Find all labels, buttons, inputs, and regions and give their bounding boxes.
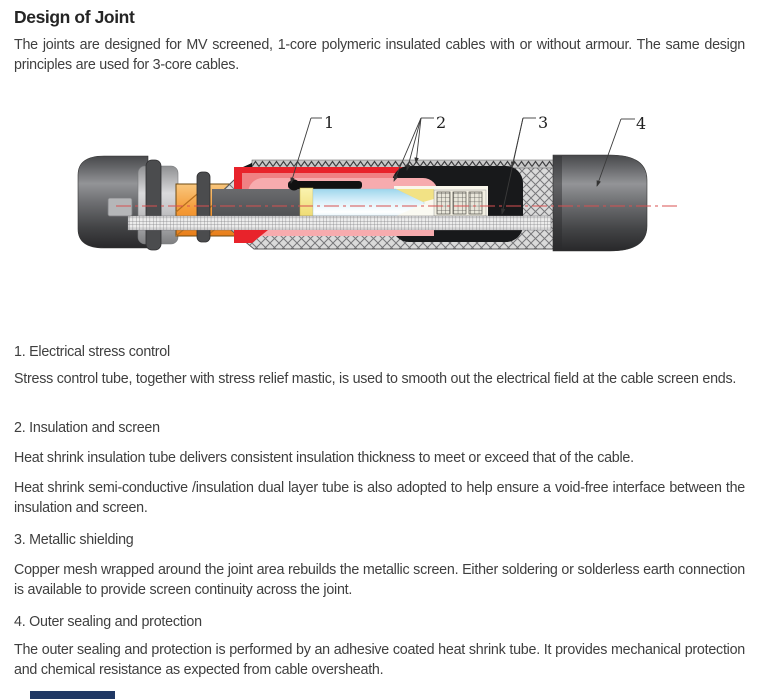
- section-1-paragraph: Stress control tube, together with stress relief mastic, is used to smooth out the electrical field at the cable screen ends.: [14, 371, 737, 387]
- earth-stud: [108, 198, 132, 216]
- section-4-paragraph: The outer sealing and protection is performed by an adhesive coated heat shrink tube. It provides mechanical protection and chemical resistance as expected from cable oversheath.: [14, 642, 745, 678]
- callout-4-label: 4: [636, 114, 647, 133]
- cable-joint-diagram: [0, 0, 757, 300]
- section-2-paragraph-1: Heat shrink insulation tube delivers consistent insulation thickness to meet or exceed that of the cable.: [14, 450, 634, 466]
- crimp-connector: [434, 190, 486, 216]
- section-3-paragraph: Copper mesh wrapped around the joint area rebuilds the metallic screen. Either soldering or solderless earth connection is available to provide screen continuity across the joint.: [14, 562, 745, 598]
- callout-1-label: 1: [324, 113, 335, 132]
- insulation-pink-bottom: [246, 230, 434, 236]
- clamp-ring-a: [146, 160, 161, 250]
- section-2-paragraph-2: Heat shrink semi-conductive /insulation dual layer tube is also adopted to help ensure a void-free interface between the insulation and screen.: [14, 480, 745, 516]
- cable-right: [553, 155, 647, 251]
- section-4-heading: 4. Outer sealing and protection: [14, 614, 202, 630]
- clamp-ring-b: [197, 172, 210, 242]
- page-title: Design of Joint: [14, 7, 135, 27]
- callout-2-label: 2: [436, 113, 447, 132]
- callout-3-label: 3: [538, 113, 549, 132]
- section-2-heading: 2. Insulation and screen: [14, 420, 160, 436]
- section-3-heading: 3. Metallic shielding: [14, 532, 134, 548]
- intro-paragraph: The joints are designed for MV screened, 1-core polymeric insulated cables with or without armour. The same design principles are used for 3-core cables.: [14, 37, 745, 73]
- section-1-heading: 1. Electrical stress control: [14, 344, 170, 360]
- copper-mesh-braid: [128, 216, 551, 230]
- footer-bar-fragment: [30, 691, 115, 699]
